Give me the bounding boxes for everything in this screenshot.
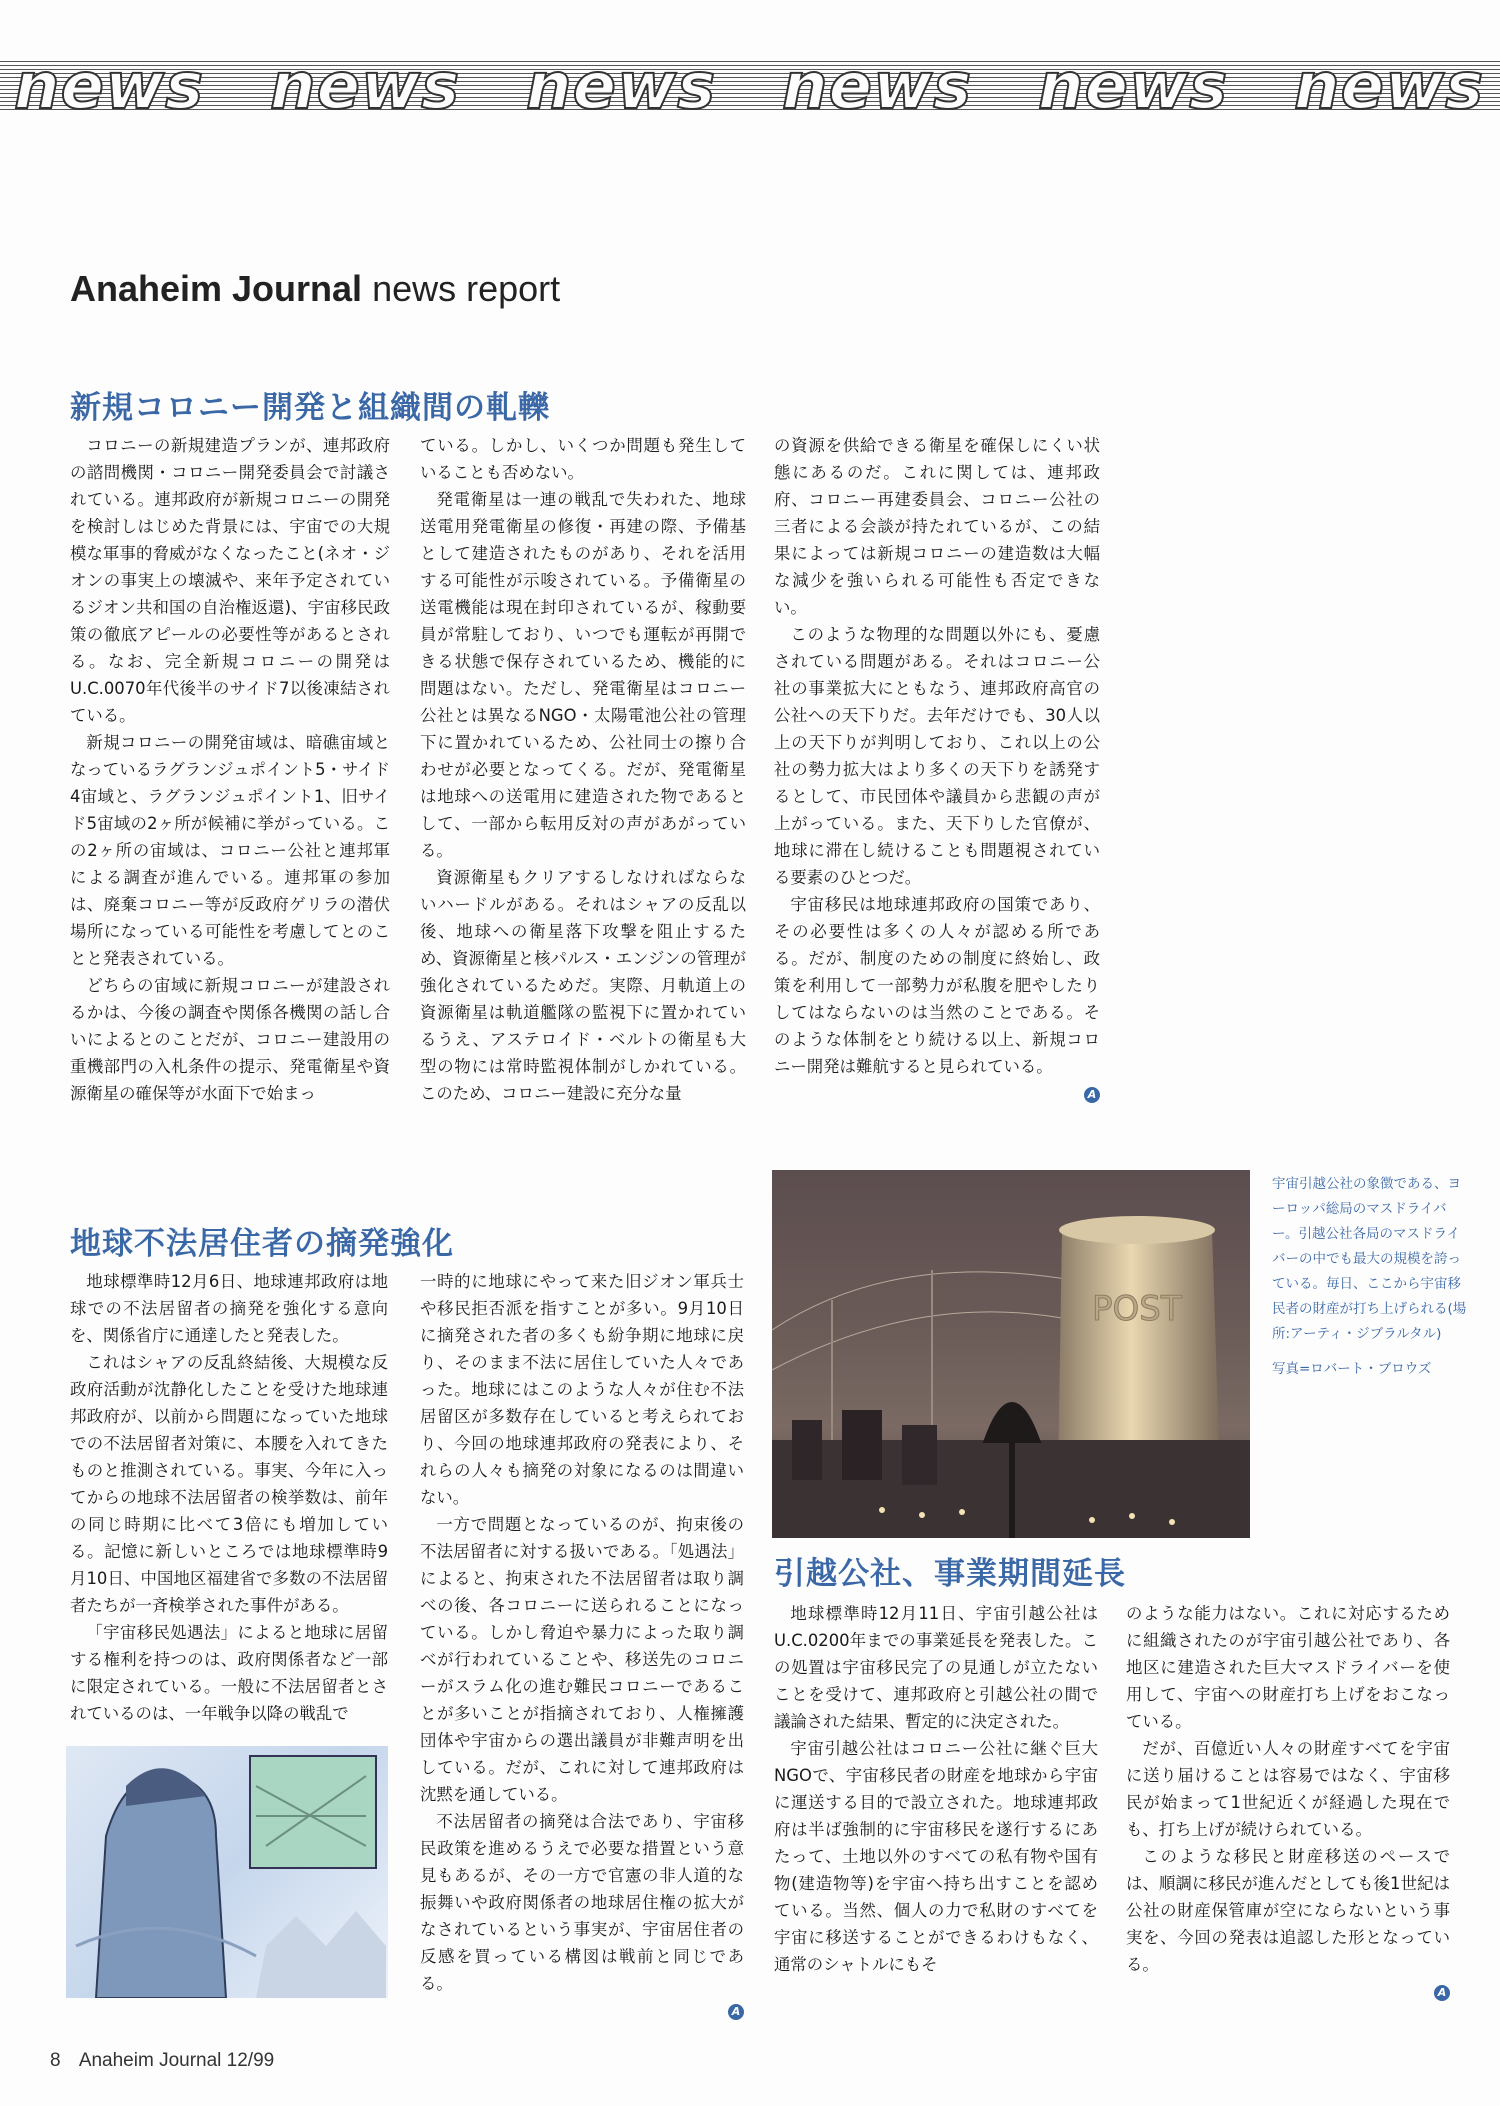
anaheim-logo-icon: A [1434,1985,1450,2001]
paragraph: 新規コロニーの開発宙域は、暗礁宙域となっているラグランジュポイント5・サイド4宙域と、ラグランジュポイント1、旧サイド5宙域の2ヶ所が候補に挙がっている。この2ヶ所の宙域は、コロニー公社と連邦軍による調査が進んでいる。連邦軍の参加は、廃棄コロニー等が反政府ゲリラの潜伏場所になっている可能性を考慮してとのことと発表されている。 [70,733,390,968]
banner-word: news [14,58,205,110]
paragraph: 資源衛星もクリアするしなければならないハードルがある。それはシャアの反乱以後、地球への衛星落下攻撃を阻止するため、資源衛星と核パルス・エンジンの管理が強化されているためだ。実際、月軌道上の資源衛星は軌道艦隊の監視下に置かれているうえ、アステロイド・ベルトの衛星も大型の物には常時監視体制がしかれている。このため、コロニー建設に充分な量 [420,868,746,1103]
article1-column-3 [774,432,1100,1107]
photo-credit: 写真=ロバート・ブロウズ [1272,1361,1432,1377]
paragraph: 地球標準時12月11日、宇宙引越公社はU.C.0200年までの事業延長を発表した。この処置は宇宙移民完了の見通しが立たないことを受けて、連邦政府と引越公社の間で議論された結果、暫定的に決定された。 [774,1604,1098,1731]
journal-title-bold: Anaheim Journal [70,268,363,309]
illustration-patrol-officer [66,1746,388,1998]
paragraph: どちらの宙域に新規コロニーが建設されるかは、今後の調査や関係各機関の話し合いによるとのことだが、コロニー建設用の重機部門の入札条件の提示、発電衛星や資源衛星の確保等が水面下で始まっ [70,976,390,1103]
paragraph: 不法居留者の摘発は合法であり、宇宙移民政策を進めるうえで必要な措置という意見もあるが、その一方で官憲の非人道的な振舞いや政府関係者の地球居住権の拡大がなされているという事実が、宇宙居住者の反感を買っている構図は戦前と同じである。 [420,1812,744,1993]
paragraph: 宇宙引越公社はコロニー公社に継ぐ巨大NGOで、宇宙移民者の財産を地球から宇宙に運送する目的で設立された。地球連邦政府は半ば強制的に宇宙移民を遂行するにあたって、土地以外のすべての私有物や国有物(建造物等)を宇宙へ持ち出すことを認めている。当然、個人の力で私財のすべてを宇宙に移送することができるわけもなく、通常のシャトルにもそ [774,1739,1098,1974]
article2-column-1 [70,1268,388,1727]
paragraph: 宇宙移民は地球連邦政府の国策であり、その必要性は多くの人々が認める所である。だが、制度のための制度に終始し、政策を利用して一部勢力が私腹を肥やしたりしてはならないのは当然のことである。そのような体制をとり続ける以上、新規コロニー開発は難航すると見られている。 [774,895,1100,1076]
article1-headline: 新規コロニー開発と組織間の軋轢 [70,390,550,426]
paragraph: の資源を供給できる衛星を確保しにくい状態にあるのだ。これに関しては、連邦政府、コロニー再建委員会、コロニー公社の三者による会談が持たれているが、この結果によっては新規コロニーの建造数は大幅な減少を強いられる可能性も否定できない。 [774,436,1100,617]
banner-word: news [782,58,973,110]
paragraph: 一時的に地球にやって来た旧ジオン軍兵士や移民拒否派を指すことが多い。9月10日に摘発された者の多くも紛争期に地球に戻り、そのまま不法に居住していた人々であった。地球にはこのような人々が住む不法居留区が多数存在していると考えられており、今回の地球連邦政府の発表により、それらの人々も摘発の対象になるのは間違いない。 [420,1272,744,1507]
article1-column-1 [70,432,390,1107]
paragraph: このような物理的な問題以外にも、憂慮されている問題がある。それはコロニー公社の事業拡大にともなう、連邦政府高官の公社への天下りだ。去年だけでも、30人以上の天下りが判明しており、これ以上の公社の勢力拡大はより多くの天下りを誘発するとして、市民団体や議員から悲観の声が上がっている。また、天下りした官僚が、地球に滞在し続けることも問題視されている要素のひとつだ。 [774,625,1100,887]
article3-column-1 [774,1600,1098,1978]
paragraph: 「宇宙移民処遇法」によると地球に居留する権利を持つのは、政府関係者など一部に限定されている。一般に不法居留者とされているのは、一年戦争以降の戦乱で [70,1623,388,1723]
tower-lettering: POST [1092,1289,1182,1329]
article2-column-2 [420,1268,744,2024]
paragraph: 一方で問題となっているのが、拘束後の不法居留者に対する扱いである。「処遇法」によると、拘束された不法居留者は取り調べの後、各コロニーに送られることになっている。しかし脅迫や暴力によった取り調べが行われていることや、移送先のコロニーがスラム化の進む難民コロニーであることが多いことが指摘されており、人権擁護団体や宇宙からの選出議員が非難声明を出している。だが、これに対して連邦政府は沈黙を通している。 [420,1515,744,1804]
paragraph: だが、百億近い人々の財産すべてを宇宙に送り届けることは容易ではなく、宇宙移民が始まって1世紀近くが経過した現在でも、打ち上げが続けられている。 [1126,1739,1450,1839]
paragraph: ている。しかし、いくつか問題も発生していることも否めない。 [420,436,746,482]
anaheim-logo-icon: A [1084,1087,1100,1103]
page-footer [50,2050,288,2072]
page-number: 8 [50,2050,61,2071]
paragraph: 発電衛星は一連の戦乱で失われた、地球送電用発電衛星の修復・再建の際、予備基として建造されたものがあり、それを活用する可能性が示唆されている。予備衛星の送電機能は現在封印されているが、稼動要員が常駐しており、いつでも運転が再開できる状態で保存されているため、機能的に問題はない。ただし、発電衛星はコロニー公社とは異なるNGO・太陽電池公社の管理下に置かれているため、公社同士の擦り合わせが必要となってくる。だが、発電衛星は地球への送電用に建造された物であるとして、一部から転用反対の声があがっている。 [420,490,746,860]
anaheim-logo-icon: A [728,2004,744,2020]
paragraph: 地球標準時12月6日、地球連邦政府は地球での不法居留者の摘発を強化する意向を、関係省庁に通達したと発表した。 [70,1272,388,1345]
banner-word: news [526,58,717,110]
footer-journal: Anaheim Journal 12/99 [78,2050,275,2071]
banner-word: news [270,58,461,110]
news-banner [0,58,1500,110]
article1-column-2 [420,432,746,1107]
article3-headline: 引越公社、事業期間延長 [774,1556,1126,1592]
article3-column-2 [1126,1600,1450,2005]
paragraph: このような移民と財産移送のペースでは、順調に移民が進んだとしても後1世紀は公社の財産保管庫が空にならないという事実を、今回の発表は追認した形となっている。 [1126,1847,1450,1974]
banner-word: news [1294,58,1485,110]
journal-title-light: news report [362,268,561,309]
journal-title [70,268,560,310]
article2-headline: 地球不法居住者の摘発強化 [70,1226,454,1262]
photo-caption [1272,1172,1472,1382]
paragraph: コロニーの新規建造プランが、連邦政府の諮問機関・コロニー開発委員会で討議されている。連邦政府が新規コロニーの開発を検討しはじめた背景には、宇宙での大規模な軍事的脅威がなくなったこと(ネオ・ジオンの事実上の壊滅や、来年予定されているジオン共和国の自治権返還)、宇宙移民政策の徹底アピールの必要性等があるとされる。なお、完全新規コロニーの開発はU.C.0070年代後半のサイド7以後凍結されている。 [70,436,390,725]
paragraph: これはシャアの反乱終結後、大規模な反政府活動が沈静化したことを受けた地球連邦政府が、以前から問題になっていた地球での不法居留者対策に、本腰を入れてきたものと推測されている。事実、今年に入ってからの地球不法居留者の検挙数は、前年の同じ時期に比べて3倍にも増加している。記憶に新しいところでは地球標準時9月10日、中国地区福建省で多数の不法居留者たちが一斉検挙された事件がある。 [70,1353,388,1615]
paragraph: のような能力はない。これに対応するために組織されたのが宇宙引越公社であり、各地区に建造された巨大マスドライバーを使用して、宇宙への財産打ち上げをおこなっている。 [1126,1604,1450,1731]
banner-word: news [1038,58,1229,110]
mass-driver-photo [772,1170,1250,1538]
caption-text: 宇宙引越公社の象徴である、ヨーロッパ総局のマスドライバー。引越公社各局のマスドライバーの中でも最大の規模を誇っている。毎日、ここから宇宙移民者の財産が打ち上げられる(場所:アーティ・ジブラルタル) [1272,1176,1467,1342]
